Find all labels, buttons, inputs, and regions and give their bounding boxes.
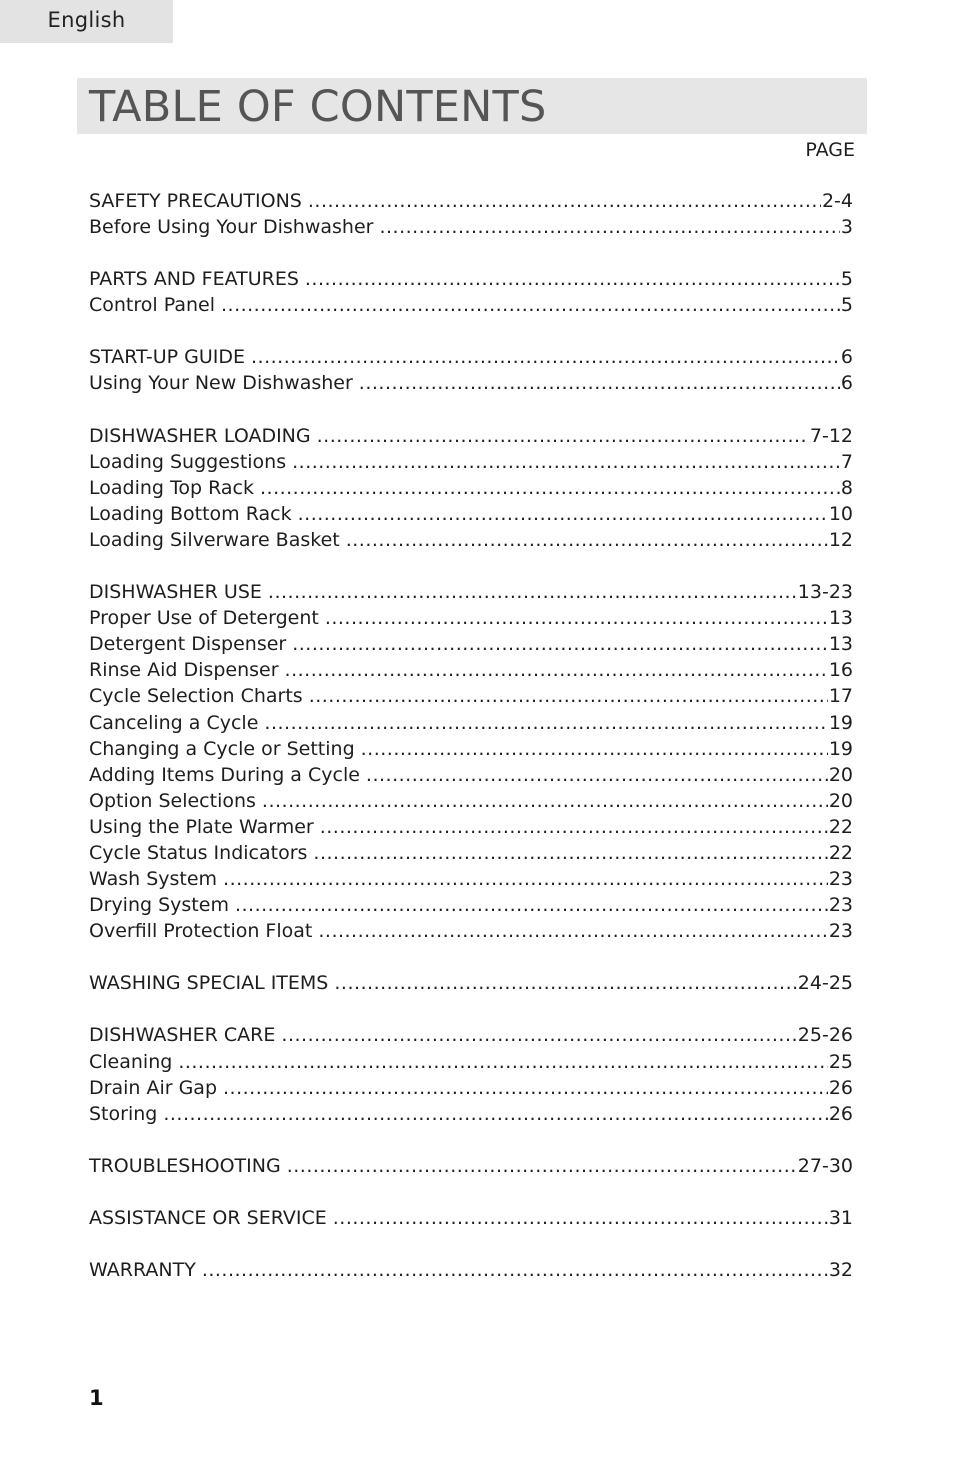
toc-entry-label: Cycle Status Indicators [89,841,308,864]
toc-entry [89,1257,853,1283]
toc-entry-label: DISHWASHER LOADING [89,424,311,447]
toc-dot-leader [361,736,828,762]
toc-entry-label: Cleaning [89,1050,173,1073]
toc-entry-page: 31 [828,1206,853,1229]
toc-dot-leader [317,423,809,449]
toc-dot-leader [264,710,827,736]
toc-dot-leader [287,1153,797,1179]
toc-entry [89,579,853,605]
toc-entry-page: 22 [828,841,853,864]
toc-entry-label: DISHWASHER CARE [89,1024,276,1047]
toc-entry-page: 5 [840,294,853,317]
toc-entry-page: 25-26 [797,1024,853,1047]
toc-entry [89,527,853,553]
toc-entry-label: WASHING SPECIAL ITEMS [89,972,329,995]
toc-entry-label: Detergent Dispenser [89,633,287,656]
toc-entry-label: Using Your New Dishwasher [89,372,353,395]
toc-entry [89,892,853,918]
toc-entry [89,475,853,501]
toc-entry-page: 7 [840,450,853,473]
toc-dot-leader [285,657,828,683]
toc-dot-leader [305,266,840,292]
toc-entry [89,840,853,866]
toc-entry-page: 16 [828,659,853,682]
page-title: TABLE OF CONTENTS [89,82,547,132]
toc-entry-label: Canceling a Cycle [89,711,259,734]
toc-entry [89,710,853,736]
toc-entry-label: Loading Silverware Basket [89,528,340,551]
toc-entry-label: Drying System [89,894,229,917]
toc-dot-leader [202,1257,828,1283]
toc-entry-label: Drain Air Gap [89,1076,217,1099]
toc-entry-page: 23 [828,920,853,943]
toc-entry-label: Changing a Cycle or Setting [89,737,355,760]
toc-entry-page: 2-4 [821,190,853,212]
toc-dot-leader [346,527,828,553]
toc-dot-leader [334,970,796,996]
toc-entry-page: 6 [840,372,853,395]
toc-entry-label: START-UP GUIDE [89,346,245,369]
toc-dot-leader [281,1022,796,1048]
toc-entry [89,370,853,396]
toc-entry-label: Option Selections [89,789,256,812]
toc-entry [89,1049,853,1075]
language-tab: English [0,0,173,43]
toc-entry-page: 22 [828,815,853,838]
toc-entry [89,266,853,292]
toc-entry [89,501,853,527]
toc-entry [89,631,853,657]
toc-entry [89,423,853,449]
title-band [77,78,867,134]
toc-entry-page: 5 [840,268,853,291]
page-number: 1 [89,1386,104,1410]
toc-dot-leader [292,631,828,657]
toc-entry-label: Rinse Aid Dispenser [89,659,279,682]
toc-entry [89,762,853,788]
toc-entry-page: 6 [840,346,853,369]
toc-entry-label: WARRANTY [89,1259,196,1281]
toc-entry [89,1075,853,1101]
toc-entry-label: Loading Bottom Rack [89,502,292,525]
toc-entry-page: 17 [828,685,853,708]
toc-entry [89,214,853,240]
toc-entry-page: 13-23 [797,581,853,604]
toc-dot-leader [325,605,828,631]
toc-entry-page: 20 [828,763,853,786]
toc-entry-label: PARTS AND FEATURES [89,268,299,291]
toc-dot-leader [268,579,797,605]
toc-entry [89,736,853,762]
toc-dot-leader [318,918,827,944]
toc-entry-page: 32 [828,1259,853,1281]
toc-dot-leader [333,1205,828,1231]
toc-entry-label: Storing [89,1102,158,1125]
toc-entry-label: Loading Suggestions [89,450,287,473]
toc-dot-leader [309,683,828,709]
toc-entry [89,449,853,475]
toc-dot-leader [235,892,828,918]
toc-dot-leader [178,1049,828,1075]
toc-entry-page: 27-30 [797,1154,853,1177]
toc-entry-label: TROUBLESHOOTING [89,1154,281,1177]
toc-dot-leader [251,344,840,370]
toc-entry-page: 8 [840,476,853,499]
toc-dot-leader [320,814,828,840]
toc-entry-page: 19 [828,737,853,760]
toc-entry [89,683,853,709]
toc-entry-label: SAFETY PRECAUTIONS [89,190,302,212]
toc-entry-label: Overfill Protection Float [89,920,313,943]
toc-entry-label: Using the Plate Warmer [89,815,314,838]
toc-entry-page: 26 [828,1076,853,1099]
toc-dot-leader [308,188,821,214]
page-column-header: PAGE [805,139,855,161]
toc-dot-leader [221,292,840,318]
toc-entry-label: Control Panel [89,294,215,317]
toc-entry-page: 13 [828,607,853,630]
toc-entry-page: 13 [828,633,853,656]
toc-dot-leader [313,840,827,866]
toc-entry-page: 25 [828,1050,853,1073]
toc-entry-label: Cycle Selection Charts [89,685,303,708]
toc-entry [89,1153,853,1179]
toc-entry [89,657,853,683]
toc-dot-leader [262,788,828,814]
toc-entry-label: Loading Top Rack [89,476,254,499]
toc-entry-page: 26 [828,1102,853,1125]
toc-entry [89,814,853,840]
toc-entry-label: ASSISTANCE OR SERVICE [89,1206,327,1229]
toc-entry [89,866,853,892]
toc-entry-page: 3 [840,216,853,239]
toc-entry [89,1022,853,1048]
toc-dot-leader [292,449,840,475]
toc-entry-page: 12 [828,528,853,551]
toc-entry-page: 23 [828,894,853,917]
toc-entry [89,1205,853,1231]
toc-entry [89,292,853,318]
toc-entry-label: Adding Items During a Cycle [89,763,360,786]
toc-entry-page: 7-12 [809,424,853,447]
toc-entry-page: 24-25 [797,972,853,995]
toc-dot-leader [223,1075,828,1101]
toc-entry [89,918,853,944]
toc-dot-leader [260,475,840,501]
table-of-contents [89,188,853,1283]
toc-entry-label: Before Using Your Dishwasher [89,216,374,239]
toc-entry [89,1101,853,1127]
toc-dot-leader [223,866,828,892]
toc-entry [89,188,853,214]
toc-entry-page: 10 [828,502,853,525]
toc-dot-leader [359,370,840,396]
toc-entry-page: 23 [828,868,853,891]
toc-dot-leader [366,762,828,788]
toc-entry [89,970,853,996]
toc-entry-label: Wash System [89,868,218,891]
toc-dot-leader [379,214,839,240]
toc-dot-leader [163,1101,827,1127]
toc-entry-page: 20 [828,789,853,812]
toc-entry [89,605,853,631]
toc-dot-leader [298,501,828,527]
toc-entry-label: DISHWASHER USE [89,581,262,604]
toc-entry [89,344,853,370]
toc-entry-page: 19 [828,711,853,734]
toc-entry [89,788,853,814]
toc-entry-label: Proper Use of Detergent [89,607,319,630]
